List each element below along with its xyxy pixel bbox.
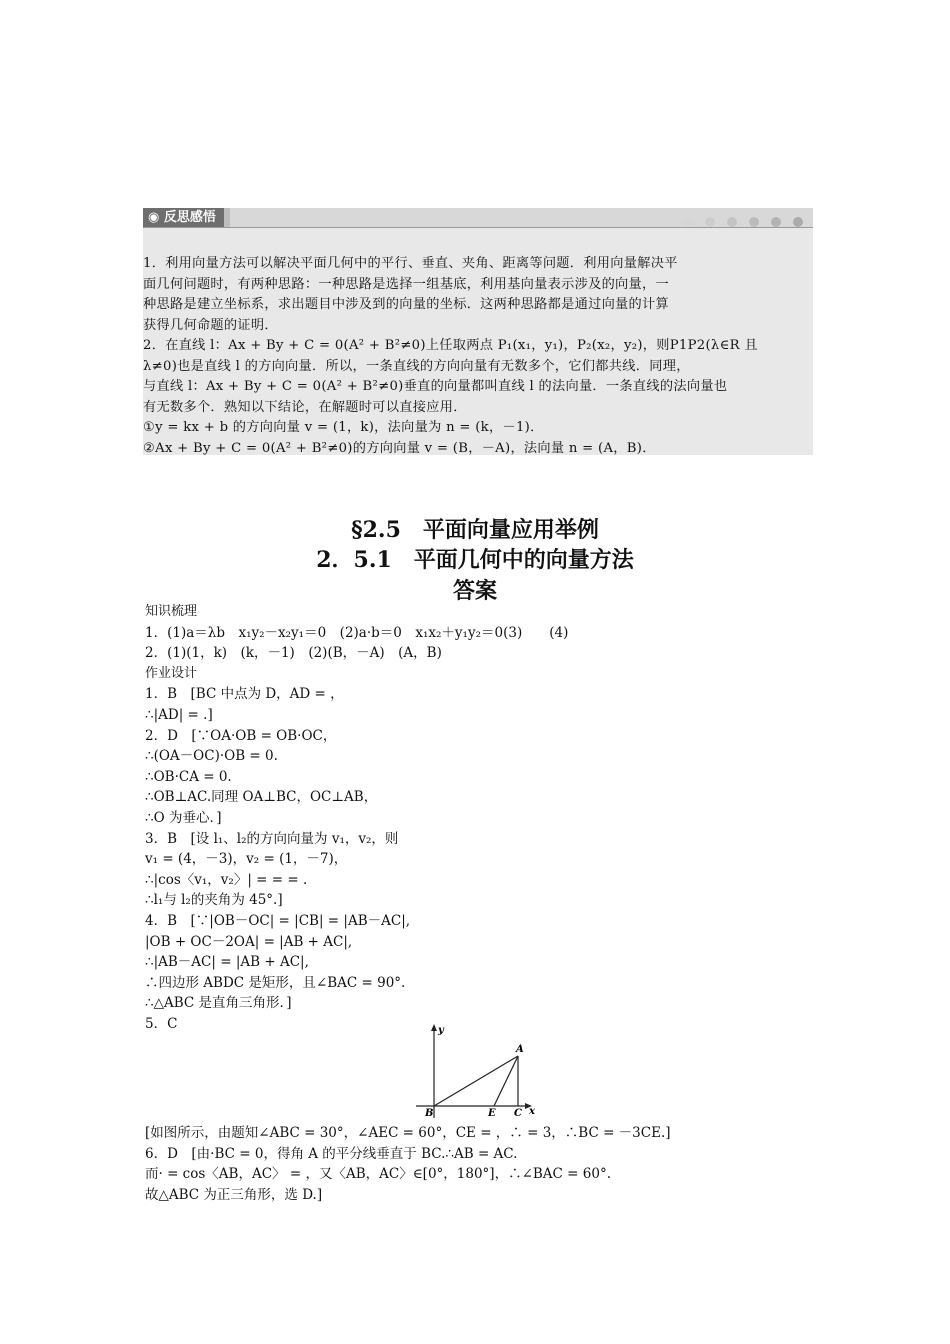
reflection-box: [143, 208, 813, 455]
dot-icon: [749, 217, 759, 227]
reflection-line: 获得几何命题的证明．: [143, 317, 278, 333]
subsection-heading: 2．5.1 平面几何中的向量方法: [316, 547, 634, 573]
homework-line: ∴△ABC 是直角三角形．]: [145, 995, 292, 1012]
reflection-body: [143, 254, 809, 459]
reflection-line: ②Ax + By + C = 0(A² + B²≠0)的方向向量 v = (B，－A)，法向量 n = (A，B)．: [143, 440, 656, 456]
knowledge-line: 1．(1)a＝λb x₁y₂－x₂y₁＝0 (2)a·b＝0 x₁x₂＋y₁y₂＝0(3) (4): [145, 624, 569, 641]
section-heading: §2.5 平面向量应用举例: [351, 517, 599, 543]
homework-line: 4．B [∵|OB－OC| = |CB| = |AB－AC|,: [145, 912, 411, 929]
label-e: E: [488, 1108, 496, 1119]
homework-line: 5．C: [145, 1015, 178, 1032]
homework-line: ∴OB·CA = 0.: [145, 768, 232, 785]
homework-title: 作业设计: [145, 665, 198, 681]
homework-line: 1．B [BC 中点为 D，AD = ，: [145, 686, 344, 703]
dot-icon: [705, 217, 715, 227]
homework-line: ∴|AB－AC| = |AB + AC|,: [145, 954, 309, 971]
homework-line: ∴|AD| = .]: [145, 706, 213, 723]
answers-content: [145, 602, 805, 1034]
decorative-dots: [671, 212, 803, 224]
reflection-line: 有无数多个．熟知以下结论，在解题时可以直接应用．: [143, 399, 467, 415]
tail-line: 6．D [由·BC = 0，得角 A 的平分线垂直于 BC.∴AB = AC.: [145, 1145, 518, 1162]
reflection-line: ①y = kx + b 的方向向量 v = (1，k)，法向量为 n = (k，－1)．: [143, 420, 544, 435]
reflection-line: 1．利用向量方法可以解决平面几何中的平行、垂直、夹角、距离等问题．利用向量解决平: [143, 256, 678, 271]
homework-line: 2．D [∵OA·OB = OB·OC，: [145, 727, 337, 744]
label-a: A: [516, 1044, 524, 1055]
dot-icon: [727, 217, 737, 227]
homework-line: ∴l₁与 l₂的夹角为 45°.]: [145, 892, 283, 909]
label-b: B: [425, 1108, 434, 1119]
triangle-figure: [412, 1022, 542, 1122]
label-y: y: [438, 1025, 444, 1036]
reflection-line: 种思路是建立坐标系，求出题目中涉及到的向量的坐标．这两种思路都是通过向量的计算: [143, 297, 670, 312]
homework-line: ∴OB⊥AC.同理 OA⊥BC，OC⊥AB，: [145, 789, 378, 806]
answer-heading: 答案: [452, 578, 497, 604]
label-c: C: [514, 1108, 522, 1119]
tail-line: [如图所示，由题知∠ABC = 30°，∠AEC = 60°，CE = ，∴ = 3，∴BC = －3CE.]: [145, 1125, 671, 1141]
tail-line: 故△ABC 为正三角形，选 D.]: [145, 1186, 323, 1203]
reflection-line: 与直线 l：Ax + By + C = 0(A² + B²≠0)垂直的向量都叫直线 l 的法向量．一条直线的法向量也: [143, 379, 728, 394]
homework-line: 3．B [设 l₁、l₂的方向向量为 v₁，v₂，则: [145, 830, 399, 847]
homework-line: ∴O 为垂心．]: [145, 809, 222, 826]
dot-icon: [793, 217, 803, 227]
homework-line: ∴(OA－OC)·OB = 0.: [145, 748, 278, 765]
dot-icon: [771, 217, 781, 227]
reflection-title: ◉ 反思感悟: [143, 208, 230, 227]
dot-icon: [683, 217, 693, 227]
y-axis-arrow-icon: [431, 1024, 437, 1031]
knowledge-title: 知识梳理: [145, 604, 198, 619]
homework-line: ∴|cos〈v₁，v₂〉| = = = .: [145, 871, 308, 888]
homework-line: ∴四边形 ABDC 是矩形，且∠BAC = 90°.: [145, 974, 406, 991]
homework-line: |OB + OC－2OA| = |AB + AC|,: [145, 933, 353, 950]
reflection-line: 2．在直线 l：Ax + By + C = 0(A² + B²≠0)上任取两点 P₁(x₁，y₁)，P₂(x₂，y₂)，则P1P2(λ∈R 且: [143, 338, 758, 353]
answers-tail: [145, 1123, 805, 1205]
reflection-header: [143, 208, 813, 228]
tail-line: 而· = cos〈AB，AC〉 = ，又〈AB，AC〉∈[0°，180°]，∴∠BAC = 60°.: [145, 1166, 612, 1183]
reflection-line: 面几何问题时，有两种思路：一种思路是选择一组基底，利用基向量表示涉及的向量，一: [143, 276, 670, 292]
homework-line: v₁ = (4，－3)，v₂ = (1，－7)，: [145, 851, 348, 868]
label-x: x: [529, 1106, 535, 1117]
knowledge-line: 2．(1)(1，k) (k，－1) (2)(B，－A) (A，B): [145, 645, 442, 662]
reflection-line: λ≠0)也是直线 l 的方向向量．所以，一条直线的方向向量有无数多个，它们都共线．同理，: [143, 358, 690, 374]
